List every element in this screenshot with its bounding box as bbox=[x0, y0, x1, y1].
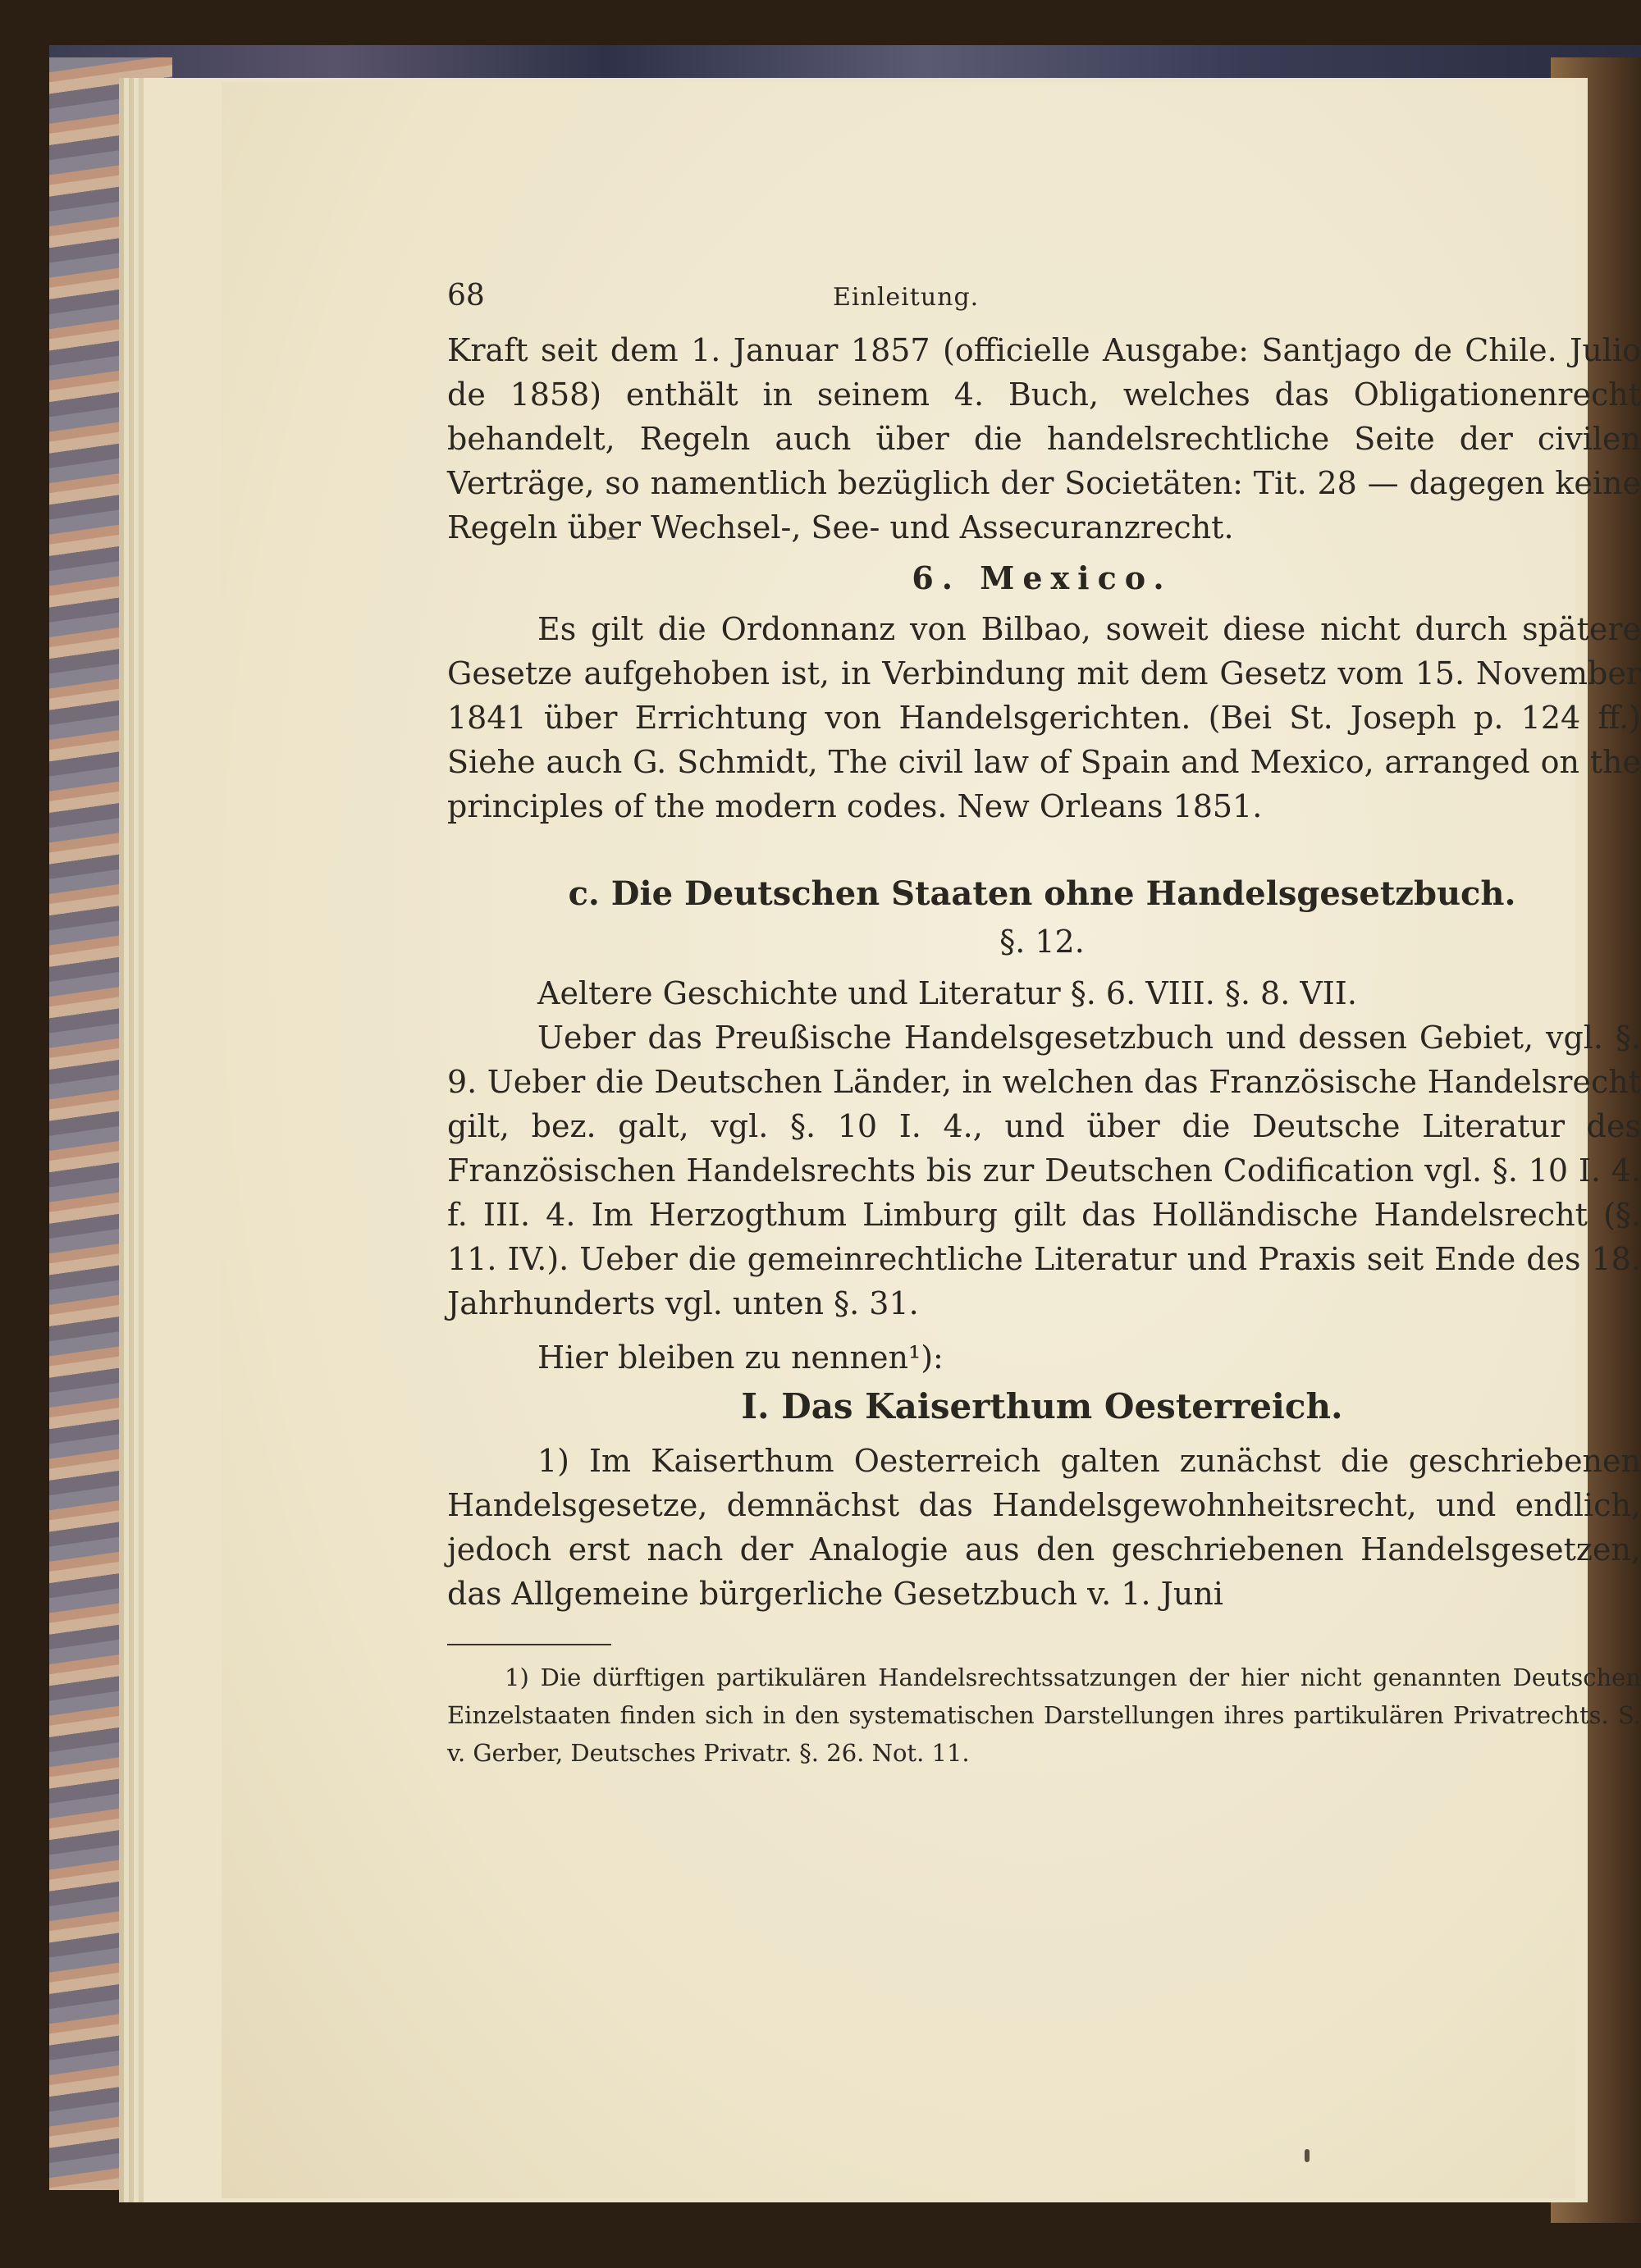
section-number: §. 12. bbox=[999, 924, 1085, 960]
paragraph-chile: Kraft seit dem 1. Januar 1857 (officielle Ausgabe: Santjago de Chile. Julio de 1858) enthält in seinem 4. Buch, welches das Obligationenrecht behandelt, Regeln auch über die handelsrechtliche Seite der civilen Verträge, so namentlich bezüglich der Societäten: Tit. 28 — dagegen keine Regeln über Wechsel-, See- und Assecuranzrecht. bbox=[447, 332, 1641, 545]
paragraph-austria: 1) Im Kaiserthum Oesterreich galten zunächst die geschriebenen Handelsgesetze, demnächst das Handelsgewohnheitsrecht, und endlich, jedoch erst nach der Analogie aus den geschriebenen Handelsgesetzen, das Allgemeine bürgerliche Gesetzbuch v. 1. Juni bbox=[447, 1443, 1641, 1612]
paragraph-list-intro: Hier bleiben zu nennen¹): bbox=[537, 1339, 944, 1376]
book-page bbox=[222, 82, 1641, 2198]
paragraph-mexico: Es gilt die Ordonnanz von Bilbao, soweit diese nicht durch spätere Gesetze aufgehoben ist, in Verbindung mit dem Gesetz vom 15. November 1841 über Errichtung von Handelsgerichten. (Bei St. Joseph p. 124 ff.) Siehe auch G. Schmidt, The civil law of Spain and Mexico, arranged on the principles of the modern codes. New Orleans 1851. bbox=[447, 611, 1641, 824]
page-number: 68 bbox=[447, 279, 485, 313]
paragraph-prussian: Ueber das Preußische Handelsgesetzbuch und dessen Gebiet, vgl. §. 9. Ueber die Deutschen Länder, in welchen das Französische Handelsrecht gilt, bez. galt, vgl. §. 10 I. 4., und über die Deutsche Literatur des Französischen Handelsrechts bis zur Deutschen Codification vgl. §. 10 I. 4. f. III. 4. Im Herzogthum Limburg gilt das Holländische Handelsrecht (§. 11. IV.). Ueber die gemeinrechtliche Literatur und Praxis seit Ende des 18. Jahrhunderts vgl. unten §. 31. bbox=[447, 1020, 1641, 1321]
paragraph-history: Aeltere Geschichte und Literatur §. 6. VIII. §. 8. VII. bbox=[537, 975, 1357, 1011]
footnote-rule bbox=[447, 1644, 611, 1645]
running-title: Einleitung. bbox=[833, 283, 980, 312]
page-header bbox=[447, 279, 1641, 328]
footnote: 1) Die dürftigen partikulären Handelsrechtssatzungen der hier nicht genannten Deutschen Einzelstaaten finden sich in den systematischen Darstellungen ihres partikulären Privatrechts. S. v. Gerber, Deutsches Privatr. §. 26. Not. 11. bbox=[447, 1663, 1641, 1767]
heading-austria: I. Das Kaiserthum Oesterreich. bbox=[741, 1386, 1343, 1426]
page-content bbox=[435, 279, 1641, 1772]
heading-german-states: c. Die Deutschen Staaten ohne Handelsgesetzbuch. bbox=[568, 874, 1516, 913]
page-stain bbox=[1305, 2149, 1310, 2162]
section-heading-mexico: 6. Mexico. bbox=[912, 559, 1172, 596]
